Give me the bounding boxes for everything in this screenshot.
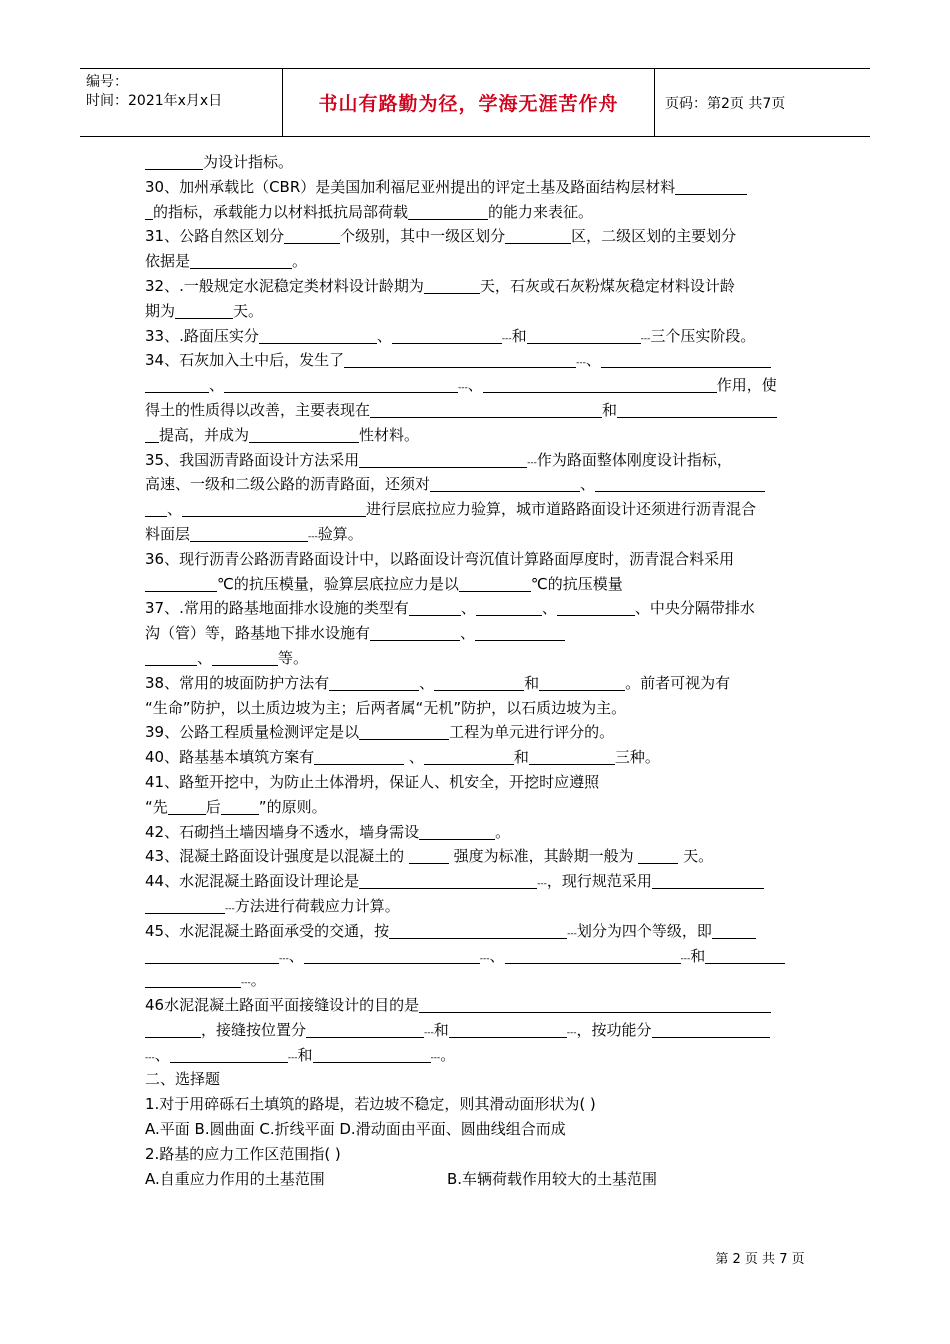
fill-in-blank: [476, 597, 542, 616]
question-line: [145, 472, 807, 497]
fill-in-blank: [419, 994, 771, 1013]
fill-in-blank: [168, 796, 206, 815]
blank-dots: ---: [458, 383, 468, 394]
line-text: 期为: [145, 301, 176, 320]
line-text: 等。: [278, 648, 309, 667]
line-text: ，接缝按位置分: [201, 1020, 307, 1039]
line-text: 和: [297, 1045, 313, 1064]
question-line: [145, 696, 807, 721]
fill-in-blank: [145, 647, 197, 666]
fill-in-blank: [175, 300, 233, 319]
blank-dots: ---: [225, 903, 235, 914]
fill-in-blank: [652, 870, 764, 889]
blank-dots: ---: [680, 953, 691, 964]
question-line: [145, 200, 807, 225]
fill-in-blank: [182, 498, 366, 517]
fill-in-blank: [505, 945, 681, 964]
question-line: [145, 671, 807, 696]
question-line: [145, 398, 807, 423]
question-line: [145, 1018, 807, 1043]
line-text: 高速、一级和二级公路的沥青路面，还须对: [145, 475, 431, 494]
fill-in-blank: [359, 449, 527, 468]
blank-dots: ---: [576, 358, 586, 369]
line-text: 提高，并成为: [159, 425, 250, 444]
doc-date-label: 时间：2021年x月x日: [86, 93, 223, 109]
line-text: 。: [495, 822, 511, 841]
line-text: A.平面 B.圆曲面 C.折线平面 D.滑动面由平面、圆曲线组合而成: [145, 1120, 566, 1139]
option-text: A.自重应力作用的土基范围: [145, 1169, 325, 1188]
fill-in-blank: [359, 870, 537, 889]
line-text: 的指标，承载能力以材料抵抗局部荷载: [153, 202, 409, 221]
line-text: 45、水泥混凝土路面承受的交通，按: [145, 921, 390, 940]
question-line: [145, 1117, 807, 1142]
line-text: 、: [288, 946, 304, 965]
fill-in-blank: [145, 969, 241, 988]
question-line: [145, 448, 807, 473]
question-line: [145, 1043, 807, 1068]
fill-in-blank: [190, 523, 308, 542]
line-text: 验算。: [317, 524, 363, 543]
fill-in-blank: [392, 325, 502, 344]
fill-in-blank: [389, 920, 567, 939]
fill-in-blank: [434, 672, 524, 691]
page-header: [80, 68, 870, 137]
line-text: 划分为四个等级，即: [576, 921, 712, 940]
line-text: 、: [460, 599, 476, 618]
fill-in-blank: [145, 895, 225, 914]
line-text: 、: [489, 946, 505, 965]
question-line: [145, 324, 807, 349]
fill-in-blank: [224, 374, 458, 393]
line-text: 个级别，其中一级区划分: [340, 227, 506, 246]
line-text: “生命”防护，以土质边坡为主；后两者属“无机”防护，以石质边坡为主。: [145, 698, 627, 717]
line-text: 料面层: [145, 524, 191, 543]
question-line: [145, 720, 807, 745]
question-line: [145, 621, 807, 646]
fill-in-blank: [249, 424, 359, 443]
line-text: 、: [541, 599, 557, 618]
line-text: 40、路基基本填筑方案有: [145, 748, 315, 767]
fill-in-blank: [145, 374, 209, 393]
question-line: [145, 646, 807, 671]
question-line: [145, 820, 807, 845]
line-text: 区，二级区划的主要划分: [571, 227, 737, 246]
blank-dots: ---: [537, 879, 547, 890]
line-text: ”的原则。: [258, 797, 327, 816]
page-footer: [0, 1248, 950, 1267]
fill-in-blank: [370, 622, 460, 641]
question-line: [145, 968, 807, 993]
line-text: 、: [209, 376, 225, 395]
line-text: 2.路基的应力工作区范围指( ): [145, 1144, 341, 1163]
question-line: [145, 745, 807, 770]
fill-in-blank: [601, 349, 771, 368]
fill-in-blank: [304, 945, 480, 964]
line-text: 。前者可视为有: [625, 673, 731, 692]
line-text: 、: [419, 673, 435, 692]
blank-dots: ---: [424, 1027, 434, 1038]
blank-dots: ---: [308, 531, 318, 542]
blank-dots: ---: [479, 953, 490, 964]
fill-in-blank: [557, 597, 635, 616]
question-line: [145, 224, 807, 249]
line-text: 38、常用的坡面防护方法有: [145, 673, 330, 692]
blank-dots: ---: [145, 1052, 155, 1063]
line-text: 作为路面整体刚度设计指标，: [536, 450, 732, 469]
header-page-number: 页码：第2页 共7页: [665, 95, 786, 112]
question-line: [145, 423, 807, 448]
question-line: [145, 299, 807, 324]
question-line: [145, 770, 807, 795]
line-text: 37、.常用的路基地面排水设施的类型有: [145, 599, 409, 618]
question-line: [145, 249, 807, 274]
question-body: [145, 150, 807, 1191]
line-text: 。: [250, 971, 266, 990]
line-text: 进行层底拉应力验算，城市道路路面设计还须进行沥青混合: [366, 500, 757, 519]
line-text: 沟（管）等，路基地下排水设施有: [145, 624, 371, 643]
line-text: B.车辆荷载作用较大的土基范围: [447, 1169, 658, 1188]
line-text: 和: [524, 673, 540, 692]
line-text: 为设计指标。: [203, 153, 294, 171]
footer-page-number: 第 2 页 共 7 页: [715, 1252, 805, 1267]
question-line: [145, 274, 807, 299]
question-line: [145, 348, 807, 373]
line-text: 1.对于用碎砾石土填筑的路堤，若边坡不稳定，则其滑动面形状为( ): [145, 1095, 596, 1114]
fill-in-blank: [424, 746, 514, 765]
line-text: 、: [460, 624, 476, 643]
line-text: 、: [580, 475, 596, 494]
line-text: 、: [167, 500, 183, 519]
question-line: [145, 547, 807, 572]
question-line: [145, 373, 807, 398]
question-line: [145, 1067, 807, 1092]
line-text: 、: [197, 648, 213, 667]
doc-code-label: 编号：: [86, 74, 128, 90]
line-text: 工程为单元进行评分的。: [449, 723, 615, 742]
line-text: 31、公路自然区划分: [145, 227, 285, 246]
line-text: ℃的抗压模量，验算层底拉应力是以: [217, 574, 459, 593]
line-text: 、: [404, 748, 424, 767]
line-text: 性材料。: [359, 425, 420, 444]
line-text: 方法进行荷载应力计算。: [234, 896, 400, 915]
line-text: 36、现行沥青公路沥青路面设计中，以路面设计弯沉值计算路面厚度时，沥青混合料采用: [145, 549, 735, 568]
fill-in-blank: [475, 622, 565, 641]
fill-in-blank: [638, 845, 678, 864]
fill-in-blank: [145, 151, 203, 170]
fill-in-blank: [712, 920, 756, 939]
line-text: 、: [467, 376, 483, 395]
fill-in-blank: [284, 225, 340, 244]
question-line: [145, 944, 807, 969]
question-line: [145, 175, 807, 200]
fill-in-blank: [370, 399, 602, 418]
fill-in-blank: [344, 349, 576, 368]
question-line: [145, 596, 807, 621]
blank-dots: ---: [527, 457, 537, 468]
question-line: [145, 572, 807, 597]
line-text: 。: [292, 252, 308, 271]
question-line: [145, 150, 807, 175]
blank-dots: ---: [566, 1027, 577, 1038]
line-text: 和: [513, 748, 529, 767]
fill-in-blank: [705, 945, 785, 964]
fill-in-blank: [259, 325, 377, 344]
question-line: [145, 497, 807, 522]
fill-in-blank: [359, 721, 449, 740]
fill-in-blank: [539, 672, 625, 691]
line-text: 和: [511, 326, 527, 345]
fill-in-blank: [145, 573, 217, 592]
line-text: 34、石灰加入土中后，发生了: [145, 351, 345, 370]
question-line: [145, 844, 807, 869]
fill-in-blank: [306, 1019, 424, 1038]
line-text: ℃的抗压模量: [530, 574, 623, 593]
fill-in-blank: [313, 1044, 431, 1063]
line-text: 依据是: [145, 252, 191, 271]
line-text: 、: [154, 1045, 170, 1064]
line-text: ，按功能分: [576, 1020, 652, 1039]
line-text: 。: [440, 1045, 456, 1064]
line-text: “先: [145, 797, 168, 816]
fill-in-blank: [314, 746, 404, 765]
fill-in-blank: [459, 573, 531, 592]
fill-in-blank: [595, 473, 765, 492]
line-text: 43、混凝土路面设计强度是以混凝土的: [145, 847, 409, 866]
line-text: 天。: [233, 301, 264, 320]
fill-in-blank: [145, 498, 167, 517]
fill-in-blank: [529, 746, 615, 765]
line-text: 天，石灰或石灰粉煤灰稳定材料设计龄: [479, 276, 735, 295]
blank-dots: ---: [567, 928, 577, 939]
fill-in-blank: [675, 176, 747, 195]
line-text: 作用，使: [716, 376, 777, 395]
blank-dots: ---: [430, 1052, 441, 1063]
fill-in-blank: [212, 647, 278, 666]
fill-in-blank: [408, 201, 488, 220]
fill-in-blank: [419, 821, 495, 840]
fill-in-blank: [221, 796, 259, 815]
line-text: 32、.一般规定水泥稳定类材料设计龄期为: [145, 276, 424, 295]
fill-in-blank: [145, 424, 159, 443]
fill-in-blank: [409, 597, 461, 616]
line-text: 、: [376, 326, 392, 345]
question-line: [145, 1092, 807, 1117]
line-text: 33、.路面压实分: [145, 326, 259, 345]
fill-in-blank: [505, 225, 571, 244]
fill-in-blank: [145, 1019, 201, 1038]
line-text: 35、我国沥青路面设计方法采用: [145, 450, 360, 469]
line-text: 39、公路工程质量检测评定是以: [145, 723, 360, 742]
line-text: 、: [585, 351, 601, 370]
fill-in-blank: [170, 1044, 288, 1063]
line-text: 和: [690, 946, 706, 965]
question-line: [145, 919, 807, 944]
fill-in-blank: [145, 945, 279, 964]
blank-dots: ---: [640, 333, 651, 344]
line-text: 的能力来表征。: [488, 202, 594, 221]
blank-dots: ---: [241, 978, 251, 989]
line-text: 44、水泥混凝土路面设计理论是: [145, 872, 360, 891]
question-line: [145, 894, 807, 919]
fill-in-blank: [652, 1019, 770, 1038]
line-text: 和: [602, 400, 618, 419]
fill-in-blank: [145, 201, 153, 220]
fill-in-blank: [190, 250, 292, 269]
question-line: [145, 795, 807, 820]
question-line: [145, 869, 807, 894]
question-line: [145, 993, 807, 1018]
question-line: [145, 1167, 807, 1192]
line-text: 和: [433, 1020, 449, 1039]
question-line: [145, 1142, 807, 1167]
header-meta: [80, 69, 283, 136]
line-text: 42、石砌挡土墙因墙身不透水，墙身需设: [145, 822, 420, 841]
line-text: 30、加州承载比（CBR）是美国加利福尼亚州提出的评定土基及路面结构层材料: [145, 177, 676, 196]
fill-in-blank: [430, 473, 580, 492]
line-text: 强度为标准，其龄期一般为: [448, 847, 639, 866]
line-text: 后: [205, 797, 221, 816]
line-text: 、中央分隔带排水: [634, 599, 755, 618]
question-line: [145, 522, 807, 547]
header-motto: 书山有路勤为径，学海无涯苦作舟: [283, 69, 655, 136]
blank-dots: ---: [279, 953, 289, 964]
fill-in-blank: [409, 845, 449, 864]
fill-in-blank: [329, 672, 419, 691]
fill-in-blank: [449, 1019, 567, 1038]
fill-in-blank: [483, 374, 717, 393]
line-text: 得土的性质得以改善，主要表现在: [145, 400, 371, 419]
line-text: 三种。: [614, 748, 660, 767]
fill-in-blank: [424, 275, 480, 294]
line-text: 三个压实阶段。: [650, 326, 756, 345]
blank-dots: ---: [287, 1052, 298, 1063]
line-text: 46水泥混凝土路面平面接缝设计的目的是: [145, 996, 420, 1015]
fill-in-blank: [617, 399, 777, 418]
line-text: 天。: [678, 847, 714, 866]
blank-dots: ---: [501, 333, 512, 344]
line-text: ，现行规范采用: [546, 872, 652, 891]
line-text: 二、选择题: [145, 1070, 221, 1089]
fill-in-blank: [527, 325, 641, 344]
line-text: 41、路堑开挖中，为防止土体滑坍，保证人、机安全，开挖时应遵照: [145, 772, 600, 791]
